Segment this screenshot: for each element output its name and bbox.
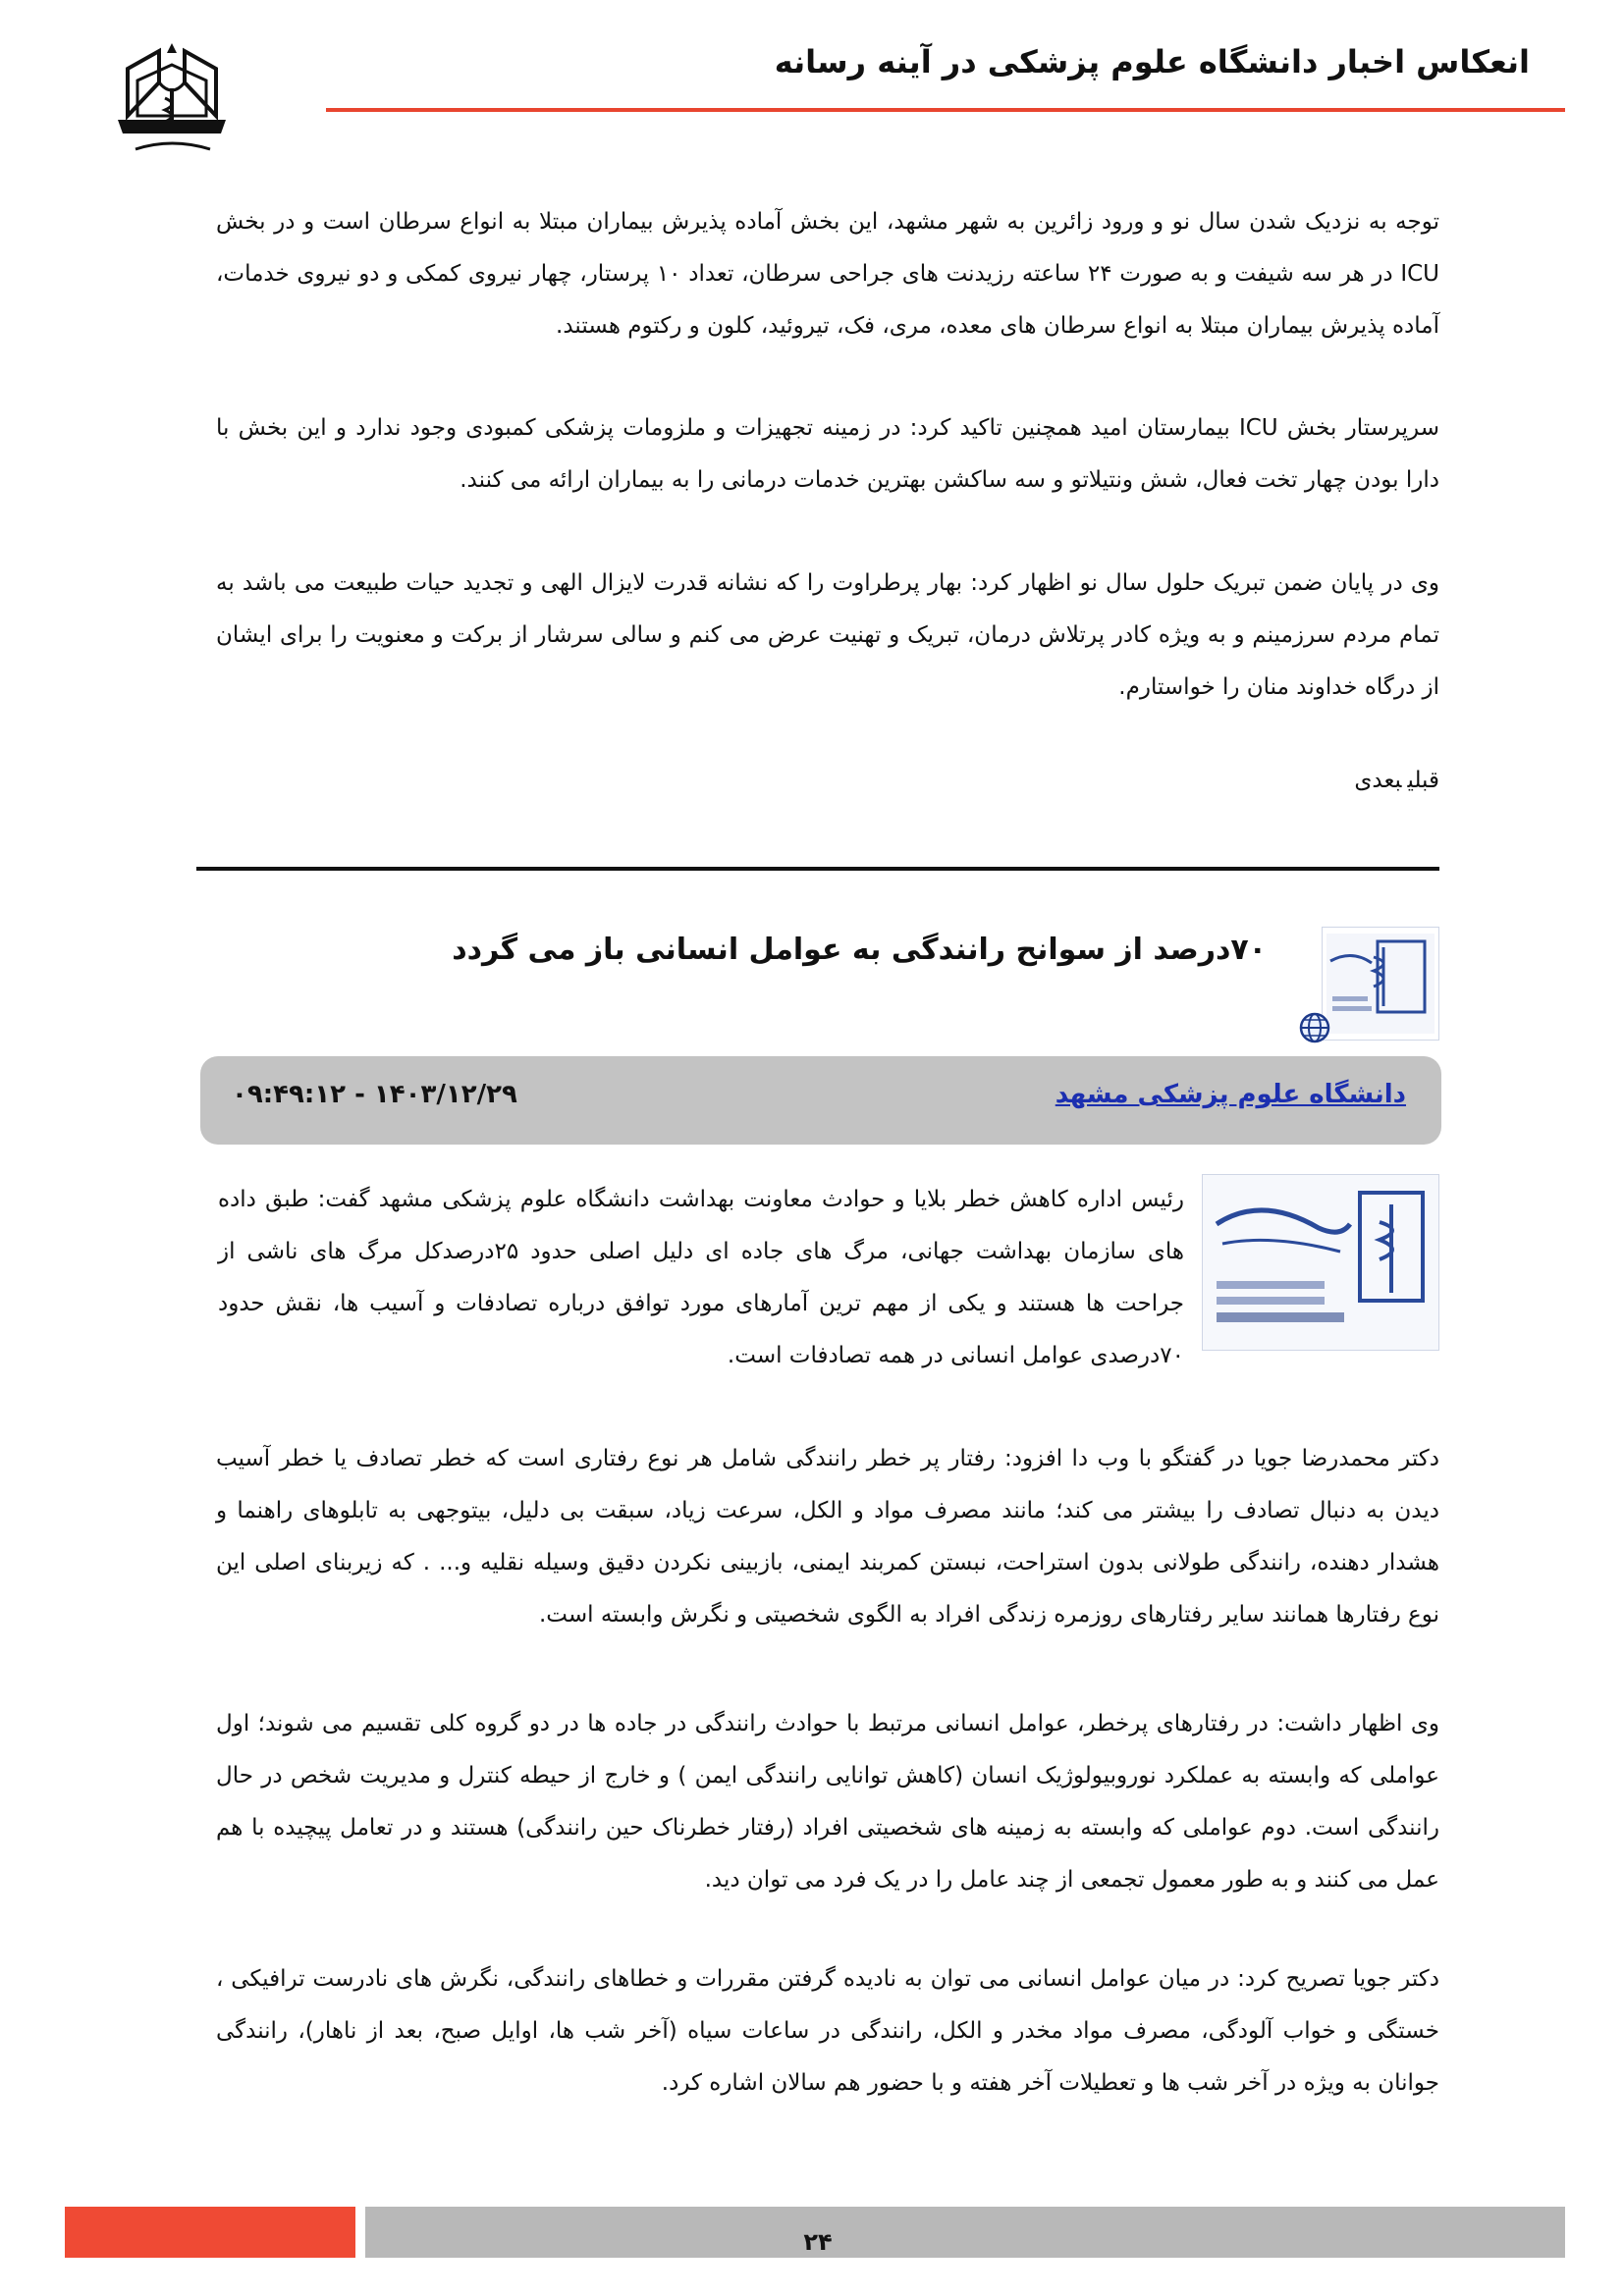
mums-logo-icon [108,39,236,167]
article-source-link[interactable]: دانشگاه علوم پزشکی مشهد [1055,1080,1406,1109]
article-paragraph-2: وی اظهار داشت: در رفتارهای پرخطر، عوامل انسانی مرتبط با حوادث رانندگی در جاده ها در دو گروه کلی تقسیم می شوند؛ اول عواملی که وابسته به عملکرد نوروبیولوژیک انسان (کاهش توانایی رانندگی ایمن ) و خارج از حیطه کنترل و مدیریت شخص در حال رانندگی است. دوم عواملی که وابسته به زمینه های شخصیتی افراد (رفتار خطرناک حین رانندگی) هستند و در تعامل پیچیده با هم عمل می کنند و به طور معمول تجمعی از چند عامل را در یک فرد می توان دید. [216,1711,1439,1893]
article-paragraph-1: دکتر محمدرضا جویا در گفتگو با وب دا افزود: رفتار پر خطر رانندگی شامل هر نوع رفتاری است که خطر تصادف یا خطر آسیب دیدن به دنبال تصادف را بیشتر می کند؛ مانند مصرف مواد و الکل، سرعت زیاد، سبقت بی دلیل، بیتوجهی به تابلوهای راهنما و هشدار دهنده، رانندگی طولانی بدون استراحت، نبستن کمربند ایمنی، بازبینی نکردن دقیق وسیله نقلیه و... . که زیربنای اصلی این نوع رفتارها همانند سایر رفتارهای روزمره زندگی افراد به الگوی شخصیتی و نگرش وابسته است. [216,1446,1439,1628]
prev-link[interactable]: قبلی [1407,768,1439,793]
page-header-title: انعکاس اخبار دانشگاه علوم پزشکی در آینه رسانه [774,43,1530,80]
header-rule [326,108,1565,112]
globe-icon[interactable] [1298,1011,1331,1044]
article-paragraph-3: دکتر جویا تصریح کرد: در میان عوامل انسانی می توان به نادیده گرفتن مقررات و خطاهای رانندگی، نگرش های نادرست ترافیکی ، خستگی و خواب آلودگی، مصرف مواد مخدر و الکل، رانندگی در ساعات سیاه (آخر شب ها، اوایل صبح، بعد از ناهار)، رانندگی جوانان به ویژه در آخر شب ها و تعطیلات آخر هفته و با حضور هم سالان اشاره کرد. [216,1966,1439,2096]
footer-red-bar [65,2207,355,2258]
prev-next-nav [1348,768,1439,793]
article-title: ۷۰درصد از سوانح رانندگی به عوامل انسانی باز می گردد [452,933,1267,967]
prev-article-paragraph-3: وی در پایان ضمن تبریک حلول سال نو اظهار کرد: بهار پرطراوت را که نشانه قدرت لایزال الهی و تجدید حیات طبیعت می باشد به تمام مردم سرزمینم و به ویژه کادر پرتلاش درمان، تبریک و تهنیت عرض می کنم و سالی سرشار از برکت و معنویت را برای ایشان از درگاه خداوند منان را خواستارم. [216,570,1439,700]
prev-article-paragraph-1: توجه به نزدیک شدن سال نو و ورود زائرین به شهر مشهد، این بخش آماده پذیرش بیماران مبتلا به انواع سرطان است و در بخش ICU در هر سه شیفت و به صورت ۲۴ ساعته رزیدنت های جراحی سرطان، تعداد ۱۰ پرستار، چهار نیروی کمکی و دو نیروی خدمات، آماده پذیرش بیماران مبتلا به انواع سرطان های معده، مری، فک، تیروئید، کلون و رکتوم هستند. [216,209,1439,339]
footer-grey-bar [365,2207,1565,2258]
article-thumbnail-small [1322,927,1439,1041]
article-datetime: ۱۴۰۳/۱۲/۲۹ - ۰۹:۴۹:۱۲ [232,1080,517,1109]
page-number: ۲۴ [803,2228,833,2256]
prev-article-paragraph-2: سرپرستار بخش ICU بیمارستان امید همچنین تاکید کرد: در زمینه تجهیزات و ملزومات پزشکی کمبودی وجود ندارد و این بخش با دارا بودن چهار تخت فعال، شش ونتیلاتو و سه ساکشن بهترین خدمات درمانی را به بیماران ارائه می کنند. [216,415,1439,493]
article-divider [196,867,1439,871]
article-thumbnail [1202,1174,1439,1351]
next-link[interactable]: بعدی [1354,768,1402,793]
article-intro-paragraph: رئیس اداره کاهش خطر بلایا و حوادث معاونت بهداشت دانشگاه علوم پزشکی مشهد گفت: طبق داده های سازمان بهداشت جهانی، مرگ های جاده ای دلیل اصلی حدود ۲۵درصدکل مرگ های ناشی از جراحت ها هستند و یکی از مهم ترین آمارهای مورد توافق درباره تصادفات و آسیب ها، نقش حدود ۷۰درصدی عوامل انسانی در همه تصادفات است. [218,1187,1184,1368]
